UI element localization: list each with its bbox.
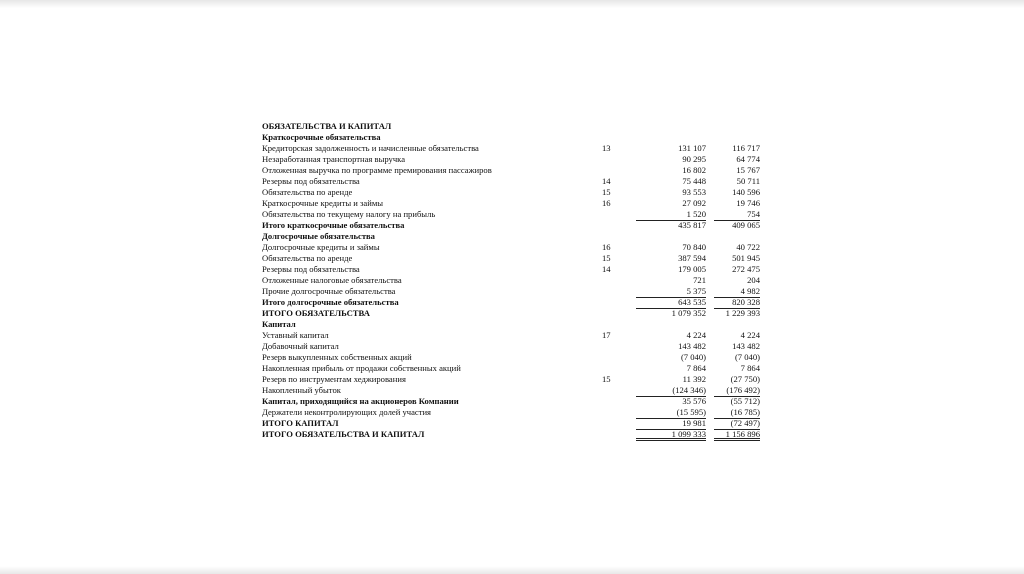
value-prior-year: 4 224 xyxy=(740,330,760,340)
top-frame-shadow xyxy=(0,0,1024,8)
row-note: 13 xyxy=(602,143,611,153)
value-current-year: 19 981 xyxy=(636,418,706,429)
value-current-year: 90 295 xyxy=(682,154,706,164)
value-current-year: 143 482 xyxy=(678,341,706,351)
value-current-year: 7 864 xyxy=(686,363,706,373)
table-row xyxy=(262,176,772,187)
row-label: Прочие долгосрочные обязательства xyxy=(262,286,396,296)
value-current-year: 179 005 xyxy=(678,264,706,274)
value-current-year: 721 xyxy=(693,275,706,285)
value-prior-year xyxy=(714,319,760,330)
row-label: Обязательства по аренде xyxy=(262,253,353,263)
value-current-year: 75 448 xyxy=(682,176,706,186)
table-row xyxy=(262,429,772,440)
value-current-year xyxy=(636,132,706,143)
table-row xyxy=(262,330,772,341)
value-prior-year: 116 717 xyxy=(732,143,760,153)
row-label: ИТОГО ОБЯЗАТЕЛЬСТВА И КАПИТАЛ xyxy=(262,429,425,439)
value-prior-year: 19 746 xyxy=(736,198,760,208)
value-current-year: 435 817 xyxy=(636,220,706,231)
row-label: Итого долгосрочные обязательства xyxy=(262,297,399,307)
table-row xyxy=(262,275,772,286)
value-prior-year: 820 328 xyxy=(714,297,760,308)
row-label: Уставный капитал xyxy=(262,330,329,340)
value-prior-year: (72 497) xyxy=(714,418,760,429)
row-label: ИТОГО КАПИТАЛ xyxy=(262,418,339,428)
table-row xyxy=(262,297,772,308)
row-label: Итого краткосрочные обязательства xyxy=(262,220,405,230)
balance-sheet-rows xyxy=(262,132,772,440)
table-row xyxy=(262,242,772,253)
value-prior-year: (55 712) xyxy=(714,396,760,407)
row-label: Капитал xyxy=(262,319,296,329)
row-label: Краткосрочные обязательства xyxy=(262,132,381,142)
value-prior-year: 40 722 xyxy=(736,242,760,252)
row-label: Резерв по инструментам хеджирования xyxy=(262,374,406,384)
value-current-year xyxy=(636,231,706,242)
row-label: Кредиторская задолженность и начисленные обязательства xyxy=(262,143,479,153)
value-prior-year xyxy=(714,231,760,242)
row-note: 15 xyxy=(602,253,611,263)
value-prior-year xyxy=(714,132,760,143)
row-note: 17 xyxy=(602,330,611,340)
row-label: Обязательства по текущему налогу на прибыль xyxy=(262,209,436,219)
table-row xyxy=(262,220,772,231)
value-prior-year: (16 785) xyxy=(730,407,760,417)
value-current-year: 1 099 333 xyxy=(636,429,706,440)
table-row xyxy=(262,165,772,176)
row-label: Краткосрочные кредиты и займы xyxy=(262,198,384,208)
balance-sheet-table xyxy=(262,121,772,440)
table-row xyxy=(262,231,772,242)
row-label: Незаработанная транспортная выручка xyxy=(262,154,406,164)
value-prior-year: (27 750) xyxy=(730,374,760,384)
section-heading xyxy=(262,121,772,132)
table-row xyxy=(262,264,772,275)
value-prior-year: 204 xyxy=(747,275,760,285)
table-row xyxy=(262,385,772,396)
value-prior-year: 754 xyxy=(747,209,760,219)
row-label: Отложенная выручка по программе премирования пассажиров xyxy=(262,165,492,175)
row-label: Долгосрочные кредиты и займы xyxy=(262,242,380,252)
row-label: Капитал, приходящийся на акционеров Компании xyxy=(262,396,459,406)
table-row xyxy=(262,418,772,429)
row-label: Резерв выкупленных собственных акций xyxy=(262,352,412,362)
table-row xyxy=(262,319,772,330)
table-row xyxy=(262,341,772,352)
table-row xyxy=(262,396,772,407)
row-note: 14 xyxy=(602,264,611,274)
table-row xyxy=(262,352,772,363)
value-prior-year: 15 767 xyxy=(736,165,760,175)
value-current-year: 387 594 xyxy=(678,253,706,263)
table-row xyxy=(262,363,772,374)
table-row xyxy=(262,253,772,264)
value-prior-year: 50 711 xyxy=(736,176,760,186)
table-row xyxy=(262,198,772,209)
value-current-year: 5 375 xyxy=(686,286,706,296)
row-note: 15 xyxy=(602,187,611,197)
value-current-year: 4 224 xyxy=(686,330,706,340)
value-prior-year: 501 945 xyxy=(732,253,760,263)
row-note: 16 xyxy=(602,242,611,252)
heading-label: ОБЯЗАТЕЛЬСТВА И КАПИТАЛ xyxy=(262,121,392,131)
value-current-year: 35 576 xyxy=(636,396,706,407)
table-row xyxy=(262,308,772,319)
value-prior-year: 64 774 xyxy=(736,154,760,164)
row-label: Накопленный убыток xyxy=(262,385,341,395)
value-prior-year: 4 982 xyxy=(740,286,760,296)
value-current-year: 93 553 xyxy=(682,187,706,197)
value-current-year: 1 520 xyxy=(686,209,706,219)
row-label: Отложенные налоговые обязательства xyxy=(262,275,402,285)
row-label: ИТОГО ОБЯЗАТЕЛЬСТВА xyxy=(262,308,370,318)
value-current-year: 1 079 352 xyxy=(636,308,706,319)
value-prior-year: 1 156 896 xyxy=(714,429,760,440)
value-prior-year: (176 492) xyxy=(726,385,760,395)
row-note: 16 xyxy=(602,198,611,208)
value-prior-year: 143 482 xyxy=(732,341,760,351)
row-label: Держатели неконтролирующих долей участия xyxy=(262,407,432,417)
row-label: Накопленная прибыль от продажи собственных акций xyxy=(262,363,461,373)
value-prior-year: 7 864 xyxy=(740,363,760,373)
table-row xyxy=(262,209,772,220)
table-row xyxy=(262,374,772,385)
value-current-year: 11 392 xyxy=(682,374,706,384)
table-row xyxy=(262,154,772,165)
value-prior-year: (7 040) xyxy=(734,352,760,362)
table-row xyxy=(262,407,772,418)
row-label: Добавочный капитал xyxy=(262,341,339,351)
row-label: Резервы под обязательства xyxy=(262,264,360,274)
row-note: 14 xyxy=(602,176,611,186)
value-current-year: 131 107 xyxy=(678,143,706,153)
bottom-frame-shadow xyxy=(0,566,1024,574)
value-current-year: 27 092 xyxy=(682,198,706,208)
value-current-year: (124 346) xyxy=(672,385,706,395)
row-label: Долгосрочные обязательства xyxy=(262,231,375,241)
row-label: Резервы под обязательства xyxy=(262,176,360,186)
value-prior-year: 140 596 xyxy=(732,187,760,197)
value-current-year: 643 535 xyxy=(636,297,706,308)
value-current-year: 70 840 xyxy=(682,242,706,252)
value-current-year: (7 040) xyxy=(680,352,706,362)
value-prior-year: 1 229 393 xyxy=(714,308,760,319)
table-row xyxy=(262,143,772,154)
value-current-year xyxy=(636,319,706,330)
table-row xyxy=(262,187,772,198)
value-current-year: 16 802 xyxy=(682,165,706,175)
value-current-year: (15 595) xyxy=(676,407,706,417)
row-label: Обязательства по аренде xyxy=(262,187,353,197)
table-row xyxy=(262,132,772,143)
table-row xyxy=(262,286,772,297)
value-prior-year: 409 065 xyxy=(714,220,760,231)
row-note: 15 xyxy=(602,374,611,384)
value-prior-year: 272 475 xyxy=(732,264,760,274)
